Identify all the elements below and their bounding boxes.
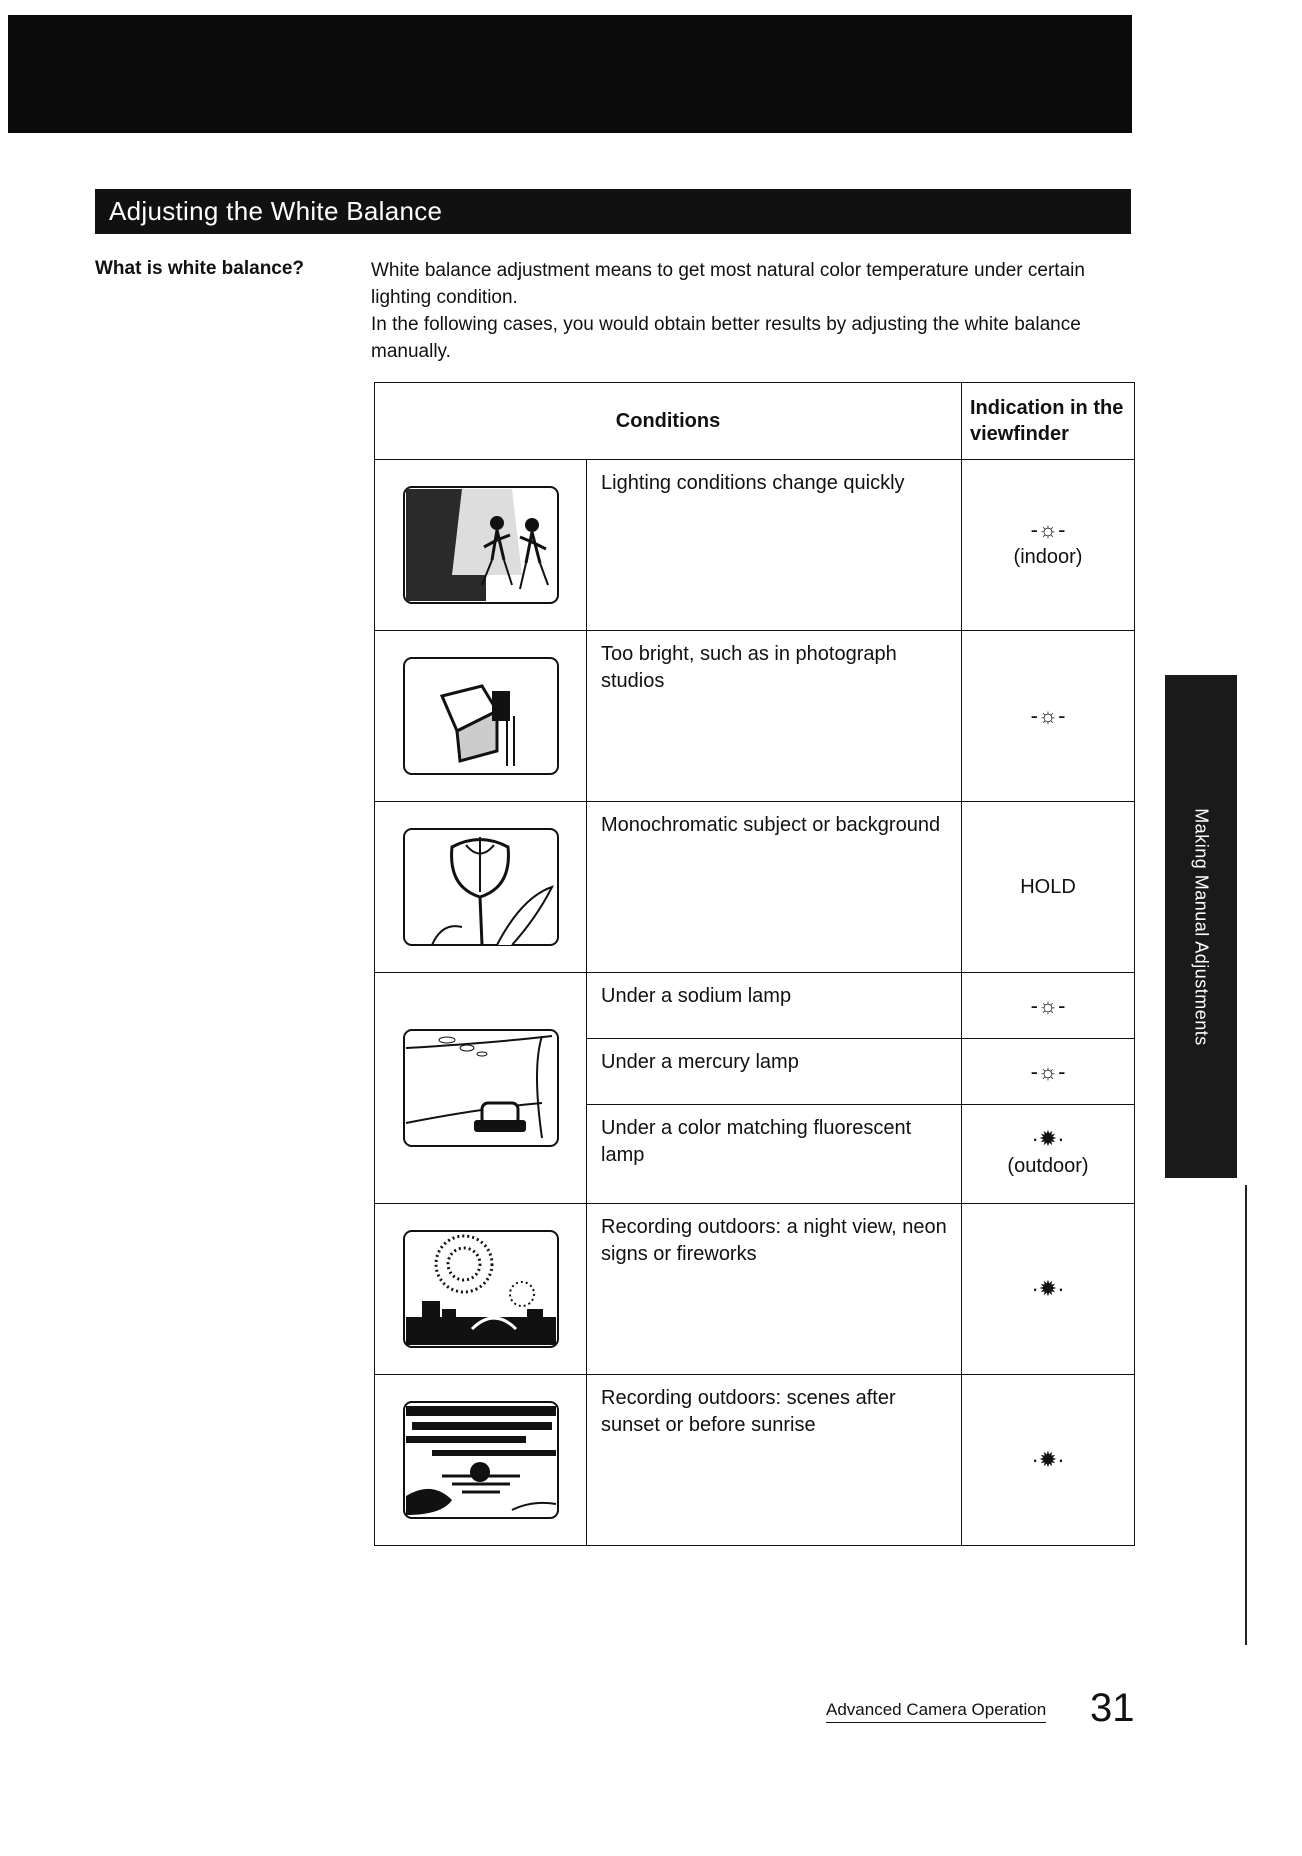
condition-cell: Recording outdoors: scenes after sunset or before sunrise [587, 1375, 962, 1546]
condition-cell: Recording outdoors: a night view, neon signs or fireworks [587, 1204, 962, 1375]
page-edge-line [1245, 1185, 1247, 1645]
picture-dancers [375, 460, 587, 631]
outdoor-sun-icon: ·✹· [1031, 1447, 1065, 1472]
dancers-illustration [402, 485, 560, 605]
table-row [375, 802, 1135, 973]
indoor-bulb-icon: -☼- [1030, 703, 1066, 728]
condition-cell: Under a color matching fluorescent lamp [587, 1105, 962, 1204]
condition-cell: Monochromatic subject or background [587, 802, 962, 973]
sunset-illustration [402, 1400, 560, 1520]
outdoor-sun-icon: ·✹· [1031, 1276, 1065, 1301]
page-number: 31 [1090, 1686, 1135, 1730]
indication-cell [962, 1039, 1135, 1105]
fireworks-illustration [402, 1229, 560, 1349]
table-row [375, 631, 1135, 802]
tulip-illustration [402, 827, 560, 947]
indication-cell [962, 802, 1135, 973]
section-title: Adjusting the White Balance [109, 196, 443, 226]
indoor-bulb-icon: -☼- [1030, 992, 1066, 1018]
picture-tulip [375, 802, 587, 973]
section-title-bar [95, 189, 1131, 234]
white-balance-table [374, 382, 1135, 1546]
side-heading: What is white balance? [95, 258, 305, 279]
header-conditions: Conditions [375, 383, 962, 460]
table-header-row [375, 383, 1135, 460]
indication-cell [962, 1105, 1135, 1204]
condition-cell: Under a sodium lamp [587, 973, 962, 1039]
table-row [375, 973, 1135, 1039]
intro-paragraph-1: White balance adjustment means to get most natural color temperature under certain lighting condition. [371, 260, 1085, 308]
indoor-bulb-icon: -☼- [1030, 1058, 1066, 1084]
condition-cell: Too bright, such as in photograph studios [587, 631, 962, 802]
picture-sunset [375, 1375, 587, 1546]
indication-cell [962, 631, 1135, 802]
indication-cell [962, 973, 1135, 1039]
studio-light-illustration [402, 656, 560, 776]
tunnel-illustration [402, 1028, 560, 1148]
condition-cell: Lighting conditions change quickly [587, 460, 962, 631]
outdoor-sun-icon: ·✹· [1031, 1126, 1065, 1151]
picture-fireworks [375, 1204, 587, 1375]
table-row [375, 460, 1135, 631]
chapter-tab-label: Making Manual Adjustments [1191, 807, 1212, 1046]
indication-label: (indoor) [1013, 546, 1083, 568]
indoor-bulb-icon: -☼- [1030, 517, 1066, 542]
picture-studio-light [375, 631, 587, 802]
indication-cell [962, 1375, 1135, 1546]
indication-label: (outdoor) [1007, 1155, 1089, 1177]
footer-label: Advanced Camera Operation [826, 1700, 1046, 1723]
picture-tunnel [375, 973, 587, 1204]
header-indication: Indication in the viewfinder [962, 383, 1135, 460]
indication-label: HOLD [1020, 876, 1076, 898]
top-black-band [8, 15, 1132, 133]
intro-paragraph-2: In the following cases, you would obtain better results by adjusting the white balance manually. [371, 314, 1081, 362]
condition-cell: Under a mercury lamp [587, 1039, 962, 1105]
table-row [375, 1204, 1135, 1375]
intro-text [371, 257, 1131, 365]
indication-cell [962, 1204, 1135, 1375]
table-row [375, 1375, 1135, 1546]
indication-cell [962, 460, 1135, 631]
chapter-side-tab [1165, 675, 1237, 1178]
